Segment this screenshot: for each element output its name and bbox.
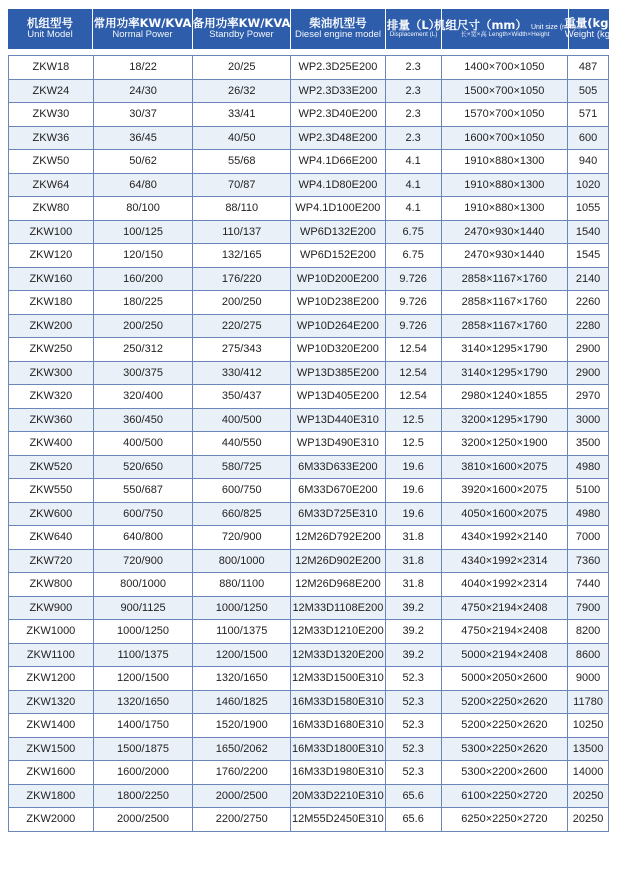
cell-displacement: 31.8 [386,526,442,549]
cell-weight: 7440 [575,578,601,591]
cell-displacement: 4.1 [386,197,442,220]
table-row [9,197,608,221]
cell-normal-power: 800/1000 [94,573,194,596]
cell-unit-model: ZKW300 [9,362,94,385]
cell-engine-model: WP13D405E200 [291,385,386,408]
cell-displacement: 9.726 [386,268,442,291]
table-row [9,761,608,785]
cell-displacement: 52.3 [386,714,442,737]
cell-unit-model: ZKW550 [9,479,94,502]
cell-displacement: 65.6 [386,808,442,831]
cell-engine-model: 6M33D633E200 [291,456,386,479]
cell-displacement: 12.5 [386,432,442,455]
cell-displacement: 52.3 [386,691,442,714]
cell-engine-model: 12M33D1500E310 [291,667,386,690]
cell-weight: 2970 [575,390,601,403]
header-label-en: Standby Power [209,29,274,41]
header-label-en: Diesel engine model [294,29,382,41]
table-row [9,456,608,480]
cell-weight: 600 [578,131,598,144]
cell-standby-power: 200/250 [193,291,291,314]
cell-standby-power: 220/275 [193,315,291,338]
cell-normal-power: 360/450 [94,409,194,432]
cell-engine-model: WP2.3D40E200 [291,103,386,126]
cell-normal-power: 640/800 [94,526,194,549]
cell-standby-power: 40/50 [193,127,291,150]
cell-normal-power: 200/250 [94,315,194,338]
cell-displacement: 52.3 [386,738,442,761]
cell-engine-model: WP2.3D48E200 [291,127,386,150]
cell-normal-power: 1800/2250 [94,785,194,808]
cell-standby-power: 132/165 [193,244,291,267]
cell-unit-model: ZKW1500 [9,738,94,761]
cell-unit-model: ZKW50 [9,150,94,173]
cell-engine-model: WP2.3D33E200 [291,80,386,103]
table-row [9,409,608,433]
table-row [9,315,608,339]
cell-displacement: 2.3 [386,127,442,150]
cell-unit-size: 2980×1240×1855 [442,385,569,408]
cell-engine-model: WP4.1D66E200 [291,150,386,173]
cell-unit-size: 4340×1992×2314 [442,550,569,573]
cell-normal-power: 550/687 [94,479,194,502]
cell-engine-model: 12M26D968E200 [291,573,386,596]
cell-displacement: 65.6 [386,785,442,808]
cell-unit-size: 4750×2194×2408 [442,620,569,643]
cell-unit-size: 4750×2194×2408 [442,597,569,620]
cell-normal-power: 2000/2500 [94,808,194,831]
cell-unit-model: ZKW1000 [9,620,94,643]
cell-displacement: 52.3 [386,761,442,784]
cell-unit-size: 3920×1600×2075 [442,479,569,502]
cell-normal-power: 720/900 [94,550,194,573]
cell-weight: 4980 [575,460,601,473]
table-body [8,55,609,832]
table-row [9,667,608,691]
cell-unit-model: ZKW200 [9,315,94,338]
cell-displacement: 39.2 [386,644,442,667]
cell-weight: 8600 [575,648,601,661]
cell-unit-size: 4340×1992×2140 [442,526,569,549]
cell-weight: 20250 [572,813,604,826]
cell-weight: 3500 [575,437,601,450]
cell-unit-size: 1910×880×1300 [442,197,569,220]
cell-normal-power: 520/650 [94,456,194,479]
header-normal-power [93,9,193,49]
cell-unit-model: ZKW100 [9,221,94,244]
cell-unit-size: 4040×1992×2314 [442,573,569,596]
header-weight [564,9,614,49]
cell-unit-model: ZKW800 [9,573,94,596]
cell-unit-size: 1910×880×1300 [442,150,569,173]
cell-displacement: 12.54 [386,338,442,361]
cell-weight: 10250 [572,719,604,732]
cell-engine-model: WP10D264E200 [291,315,386,338]
header-label-en: Unit Model [27,29,73,41]
cell-unit-model: ZKW250 [9,338,94,361]
cell-displacement: 9.726 [386,315,442,338]
cell-standby-power: 1100/1375 [193,620,291,643]
cell-unit-size: 1570×700×1050 [442,103,569,126]
header-label-zh: 机组型号 [27,16,73,31]
table-row [9,291,608,315]
cell-displacement: 9.726 [386,291,442,314]
header-label-zh: 排量（L） [386,18,441,33]
cell-unit-model: ZKW520 [9,456,94,479]
table-row [9,526,608,550]
cell-standby-power: 1650/2062 [193,738,291,761]
table-row [9,785,608,809]
genset-spec-sheet [8,9,614,832]
cell-weight: 2140 [575,272,601,285]
cell-weight: 3000 [575,413,601,426]
cell-unit-size: 3140×1295×1790 [442,362,569,385]
cell-normal-power: 24/30 [94,80,194,103]
table-row [9,362,608,386]
header-label-en: Weight (kg) [564,29,614,41]
cell-normal-power: 250/312 [94,338,194,361]
table-row [9,691,608,715]
cell-engine-model: WP6D152E200 [291,244,386,267]
cell-unit-model: ZKW18 [9,56,94,79]
cell-unit-size: 2858×1167×1760 [442,268,569,291]
cell-unit-size: 1600×700×1050 [442,127,569,150]
cell-unit-size: 5000×2050×2600 [442,667,569,690]
cell-engine-model: 6M33D725E310 [291,503,386,526]
table-row [9,503,608,527]
cell-displacement: 2.3 [386,80,442,103]
cell-normal-power: 50/62 [94,150,194,173]
cell-displacement: 19.6 [386,479,442,502]
cell-normal-power: 64/80 [94,174,194,197]
cell-unit-model: ZKW36 [9,127,94,150]
cell-normal-power: 300/375 [94,362,194,385]
cell-standby-power: 1320/1650 [193,667,291,690]
cell-standby-power: 2200/2750 [193,808,291,831]
header-label-zh-main: 机组尺寸（mm） [433,18,527,33]
cell-standby-power: 350/437 [193,385,291,408]
cell-normal-power: 600/750 [94,503,194,526]
cell-unit-size: 5000×2194×2408 [442,644,569,667]
cell-standby-power: 26/32 [193,80,291,103]
header-label-en: Normal Power [112,29,173,41]
cell-displacement: 6.75 [386,221,442,244]
cell-normal-power: 900/1125 [94,597,194,620]
cell-standby-power: 33/41 [193,103,291,126]
header-standby-power [193,9,291,49]
cell-unit-model: ZKW320 [9,385,94,408]
cell-unit-size: 1500×700×1050 [442,80,569,103]
cell-engine-model: 12M26D792E200 [291,526,386,549]
cell-standby-power: 1000/1250 [193,597,291,620]
table-row [9,644,608,668]
cell-engine-model: 16M33D1580E310 [291,691,386,714]
cell-engine-model: WP4.1D100E200 [291,197,386,220]
cell-displacement: 4.1 [386,174,442,197]
cell-normal-power: 1100/1375 [94,644,194,667]
cell-standby-power: 600/750 [193,479,291,502]
cell-displacement: 39.2 [386,620,442,643]
cell-displacement: 31.8 [386,550,442,573]
cell-weight: 4980 [575,507,601,520]
cell-unit-model: ZKW80 [9,197,94,220]
cell-weight: 13500 [572,742,604,755]
cell-displacement: 52.3 [386,667,442,690]
cell-unit-model: ZKW180 [9,291,94,314]
cell-standby-power: 275/343 [193,338,291,361]
cell-standby-power: 1200/1500 [193,644,291,667]
cell-unit-model: ZKW360 [9,409,94,432]
cell-unit-size: 2470×930×1440 [442,244,569,267]
cell-displacement: 2.3 [386,56,442,79]
cell-unit-size: 5200×2250×2620 [442,714,569,737]
cell-weight: 487 [578,61,598,74]
cell-engine-model: WP13D490E310 [291,432,386,455]
table-row [9,338,608,362]
cell-weight: 7000 [575,531,601,544]
cell-unit-size: 2858×1167×1760 [442,291,569,314]
cell-displacement: 12.54 [386,385,442,408]
table-row [9,174,608,198]
cell-engine-model: 16M33D1980E310 [291,761,386,784]
cell-normal-power: 18/22 [94,56,194,79]
cell-weight: 2260 [575,296,601,309]
cell-unit-model: ZKW640 [9,526,94,549]
cell-weight: 14000 [572,766,604,779]
table-row [9,479,608,503]
header-label-en: 长×宽×高 Length×Width×Height [460,30,550,38]
table-row [9,103,608,127]
cell-unit-model: ZKW1320 [9,691,94,714]
cell-unit-size: 6100×2250×2720 [442,785,569,808]
cell-unit-model: ZKW600 [9,503,94,526]
cell-unit-model: ZKW1600 [9,761,94,784]
header-unit-size [433,9,577,49]
cell-unit-size: 1400×700×1050 [442,56,569,79]
cell-standby-power: 1460/1825 [193,691,291,714]
table-row [9,714,608,738]
cell-engine-model: 12M33D1320E200 [291,644,386,667]
cell-displacement: 4.1 [386,150,442,173]
cell-standby-power: 880/1100 [193,573,291,596]
cell-weight: 940 [578,155,598,168]
cell-standby-power: 176/220 [193,268,291,291]
cell-unit-model: ZKW1200 [9,667,94,690]
cell-engine-model: 12M26D902E200 [291,550,386,573]
cell-engine-model: 16M33D1800E310 [291,738,386,761]
cell-unit-model: ZKW64 [9,174,94,197]
cell-weight: 5100 [575,484,601,497]
cell-weight: 7360 [575,554,601,567]
cell-standby-power: 88/110 [193,197,291,220]
cell-unit-size: 3140×1295×1790 [442,338,569,361]
cell-engine-model: 6M33D670E200 [291,479,386,502]
cell-unit-size: 2470×930×1440 [442,221,569,244]
cell-normal-power: 1000/1250 [94,620,194,643]
cell-weight: 2900 [575,366,601,379]
header-label-zh: 常用功率KW/KVA [93,16,192,31]
cell-weight: 505 [578,84,598,97]
cell-unit-size: 5300×2250×2620 [442,738,569,761]
table-row [9,597,608,621]
table-row [9,432,608,456]
cell-displacement: 12.54 [386,362,442,385]
cell-unit-model: ZKW30 [9,103,94,126]
cell-engine-model: 12M33D1108E200 [291,597,386,620]
cell-engine-model: 16M33D1680E310 [291,714,386,737]
table-row [9,56,608,80]
cell-unit-size: 2858×1167×1760 [442,315,569,338]
table-row [9,80,608,104]
cell-weight: 9000 [575,672,601,685]
cell-normal-power: 1600/2000 [94,761,194,784]
cell-unit-model: ZKW720 [9,550,94,573]
header-label-zh-small: Unit size (mm) [530,24,577,32]
cell-displacement: 6.75 [386,244,442,267]
cell-engine-model: 20M33D2210E310 [291,785,386,808]
cell-weight: 1020 [575,178,601,191]
cell-displacement: 19.6 [386,503,442,526]
cell-weight: 2280 [575,319,601,332]
cell-unit-size: 3810×1600×2075 [442,456,569,479]
table-row [9,221,608,245]
table-row [9,127,608,151]
cell-unit-model: ZKW900 [9,597,94,620]
cell-standby-power: 580/725 [193,456,291,479]
cell-normal-power: 100/125 [94,221,194,244]
cell-engine-model: WP4.1D80E200 [291,174,386,197]
cell-weight: 8200 [575,625,601,638]
header-unit-model [8,9,93,49]
table-row [9,268,608,292]
header-label-en: Displacement (L) [389,30,438,38]
cell-unit-model: ZKW120 [9,244,94,267]
cell-normal-power: 30/37 [94,103,194,126]
cell-standby-power: 720/900 [193,526,291,549]
cell-engine-model: WP6D132E200 [291,221,386,244]
cell-weight: 571 [578,108,598,121]
header-label-zh: 备用功率KW/KVA [192,16,291,31]
table-row [9,244,608,268]
cell-standby-power: 55/68 [193,150,291,173]
cell-displacement: 31.8 [386,573,442,596]
cell-engine-model: WP10D200E200 [291,268,386,291]
cell-normal-power: 36/45 [94,127,194,150]
cell-standby-power: 2000/2500 [193,785,291,808]
cell-normal-power: 400/500 [94,432,194,455]
cell-engine-model: WP10D238E200 [291,291,386,314]
cell-displacement: 19.6 [386,456,442,479]
cell-weight: 1055 [575,202,601,215]
cell-unit-size: 5300×2200×2600 [442,761,569,784]
cell-standby-power: 20/25 [193,56,291,79]
table-row [9,808,608,832]
table-row [9,573,608,597]
cell-unit-model: ZKW24 [9,80,94,103]
cell-standby-power: 330/412 [193,362,291,385]
cell-unit-size: 6250×2250×2720 [442,808,569,831]
cell-standby-power: 110/137 [193,221,291,244]
header-engine-model [291,9,386,49]
table-row [9,620,608,644]
cell-unit-size: 4050×1600×2075 [442,503,569,526]
cell-unit-model: ZKW1100 [9,644,94,667]
cell-weight: 20250 [572,789,604,802]
cell-normal-power: 1200/1500 [94,667,194,690]
cell-weight: 7900 [575,601,601,614]
cell-normal-power: 320/400 [94,385,194,408]
table-row [9,150,608,174]
cell-normal-power: 160/200 [94,268,194,291]
cell-weight: 1540 [575,225,601,238]
cell-weight: 11780 [573,695,603,708]
cell-unit-model: ZKW1400 [9,714,94,737]
cell-unit-size: 5200×2250×2620 [442,691,569,714]
cell-normal-power: 80/100 [94,197,194,220]
table-row [9,550,608,574]
cell-unit-size: 3200×1250×1900 [442,432,569,455]
cell-standby-power: 1760/2200 [193,761,291,784]
cell-displacement: 2.3 [386,103,442,126]
cell-normal-power: 1320/1650 [94,691,194,714]
cell-standby-power: 400/500 [193,409,291,432]
cell-weight: 1545 [575,249,601,262]
cell-engine-model: WP13D440E310 [291,409,386,432]
cell-normal-power: 120/150 [94,244,194,267]
cell-standby-power: 660/825 [193,503,291,526]
table-header [8,9,614,49]
cell-unit-model: ZKW160 [9,268,94,291]
cell-engine-model: 12M33D1210E200 [291,620,386,643]
cell-standby-power: 440/550 [193,432,291,455]
cell-unit-size: 1910×880×1300 [442,174,569,197]
cell-engine-model: WP13D385E200 [291,362,386,385]
cell-engine-model: WP2.3D25E200 [291,56,386,79]
table-row [9,385,608,409]
cell-unit-model: ZKW400 [9,432,94,455]
cell-standby-power: 70/87 [193,174,291,197]
header-label-zh: 重量(kg) [564,16,614,31]
cell-unit-model: ZKW2000 [9,808,94,831]
cell-standby-power: 800/1000 [193,550,291,573]
cell-displacement: 12.5 [386,409,442,432]
cell-standby-power: 1520/1900 [193,714,291,737]
cell-weight: 2900 [575,343,601,356]
cell-engine-model: 12M55D2450E310 [291,808,386,831]
cell-engine-model: WP10D320E200 [291,338,386,361]
header-label-zh: 柴油机型号 [309,16,367,31]
cell-normal-power: 180/225 [94,291,194,314]
cell-unit-model: ZKW1800 [9,785,94,808]
cell-displacement: 39.2 [386,597,442,620]
cell-normal-power: 1500/1875 [94,738,194,761]
cell-unit-size: 3200×1295×1790 [442,409,569,432]
header-label-zh [434,19,576,32]
cell-normal-power: 1400/1750 [94,714,194,737]
table-row [9,738,608,762]
